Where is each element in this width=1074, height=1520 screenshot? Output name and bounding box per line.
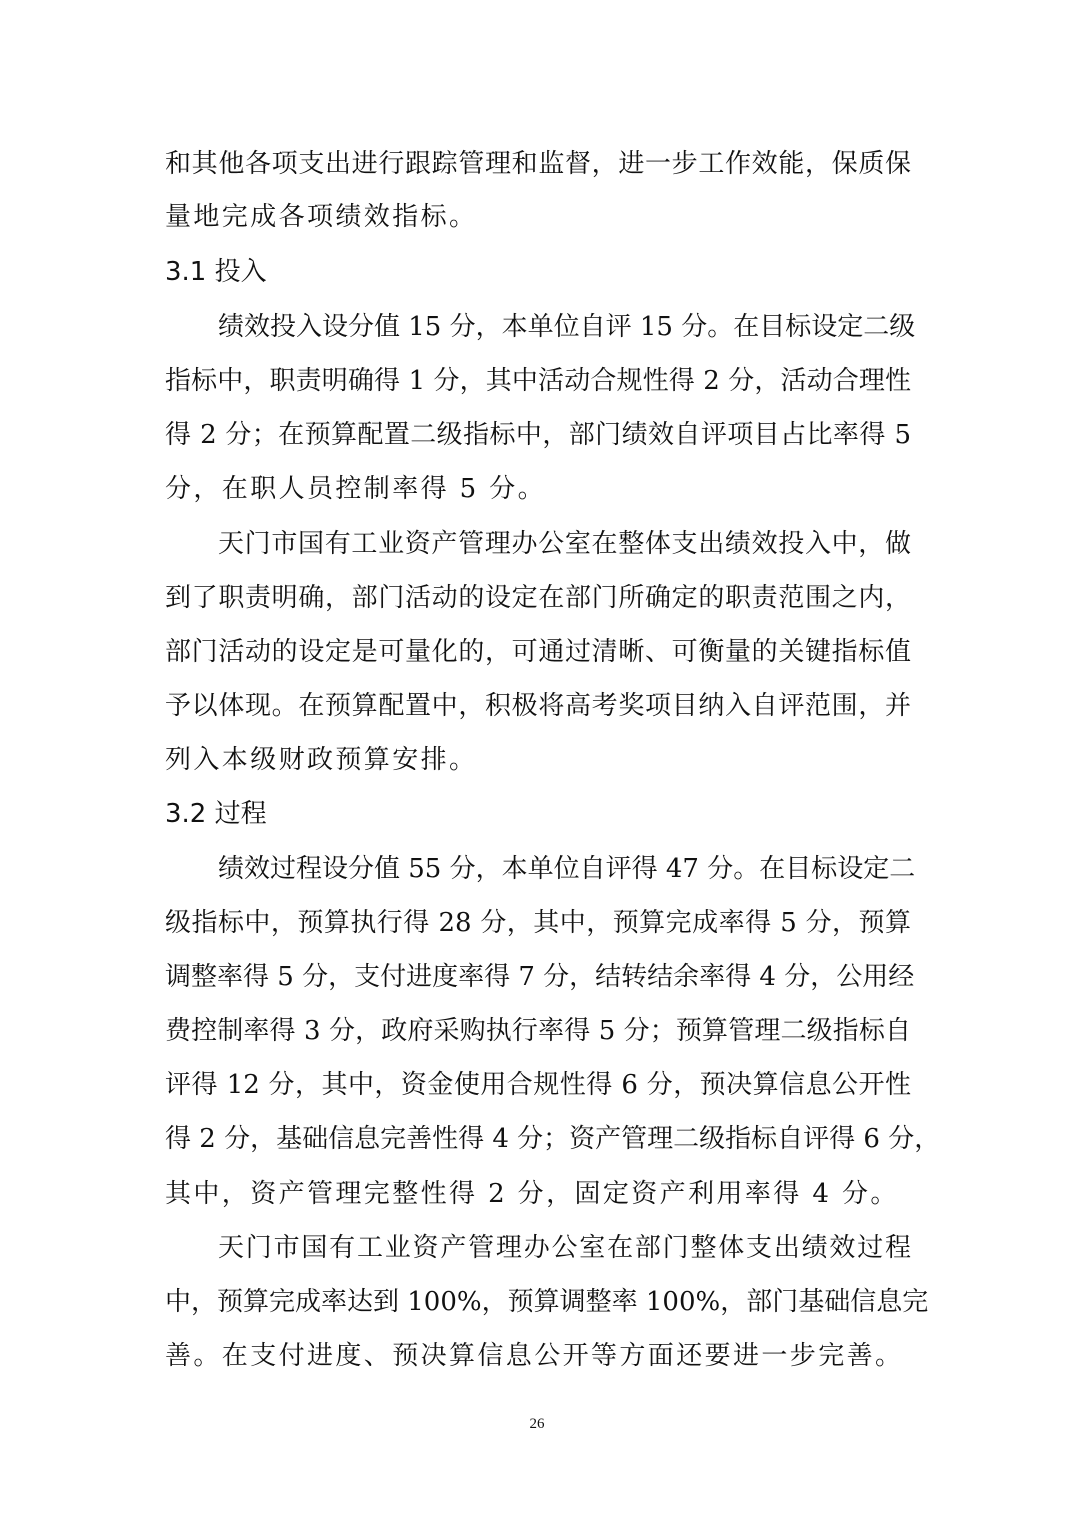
body-line: 列入本级财政预算安排。	[165, 745, 478, 775]
body-line: 得 2 分，基础信息完善性得 4 分；资产管理二级指标自评得 6 分，	[165, 1124, 941, 1154]
body-line: 到了职责明确，部门活动的设定在部门所确定的职责范围之内，	[165, 583, 911, 613]
body-line: 量地完成各项绩效指标。	[165, 202, 478, 232]
section-heading: 3.2 过程	[165, 799, 267, 829]
body-line: 评得 12 分，其中，资金使用合规性得 6 分，预决算信息公开性	[165, 1070, 911, 1100]
body-line: 天门市国有工业资产管理办公室在整体支出绩效投入中，做	[218, 529, 911, 559]
body-line: 得 2 分；在预算配置二级指标中，部门绩效自评项目占比率得 5	[165, 420, 911, 450]
body-line: 部门活动的设定是可量化的，可通过清晰、可衡量的关键指标值	[165, 637, 911, 667]
page-number: 26	[529, 1416, 545, 1432]
body-line: 指标中，职责明确得 1 分，其中活动合规性得 2 分，活动合理性	[165, 366, 911, 396]
body-line: 分，在职人员控制率得 5 分。	[165, 474, 547, 504]
body-line: 绩效投入设分值 15 分，本单位自评 15 分。在目标设定二级	[218, 312, 916, 342]
body-line: 中，预算完成率达到 100%，预算调整率 100%，部门基础信息完	[165, 1287, 929, 1317]
body-line: 天门市国有工业资产管理办公室在部门整体支出绩效过程	[218, 1233, 911, 1263]
section-heading: 3.1 投入	[165, 257, 267, 287]
body-line: 其中，资产管理完整性得 2 分，固定资产利用率得 4 分。	[165, 1179, 899, 1209]
body-line: 级指标中，预算执行得 28 分，其中，预算完成率得 5 分，预算	[165, 908, 911, 938]
body-line: 善。在支付进度、预决算信息公开等方面还要进一步完善。	[165, 1341, 904, 1371]
body-line: 予以体现。在预算配置中，积极将高考奖项目纳入自评范围，并	[165, 691, 911, 721]
body-line: 和其他各项支出进行跟踪管理和监督，进一步工作效能，保质保	[165, 149, 911, 179]
body-line: 费控制率得 3 分，政府采购执行率得 5 分；预算管理二级指标自	[165, 1016, 911, 1046]
body-line: 调整率得 5 分，支付进度率得 7 分，结转结余率得 4 分，公用经	[165, 962, 915, 992]
body-line: 绩效过程设分值 55 分，本单位自评得 47 分。在目标设定二	[218, 854, 916, 884]
